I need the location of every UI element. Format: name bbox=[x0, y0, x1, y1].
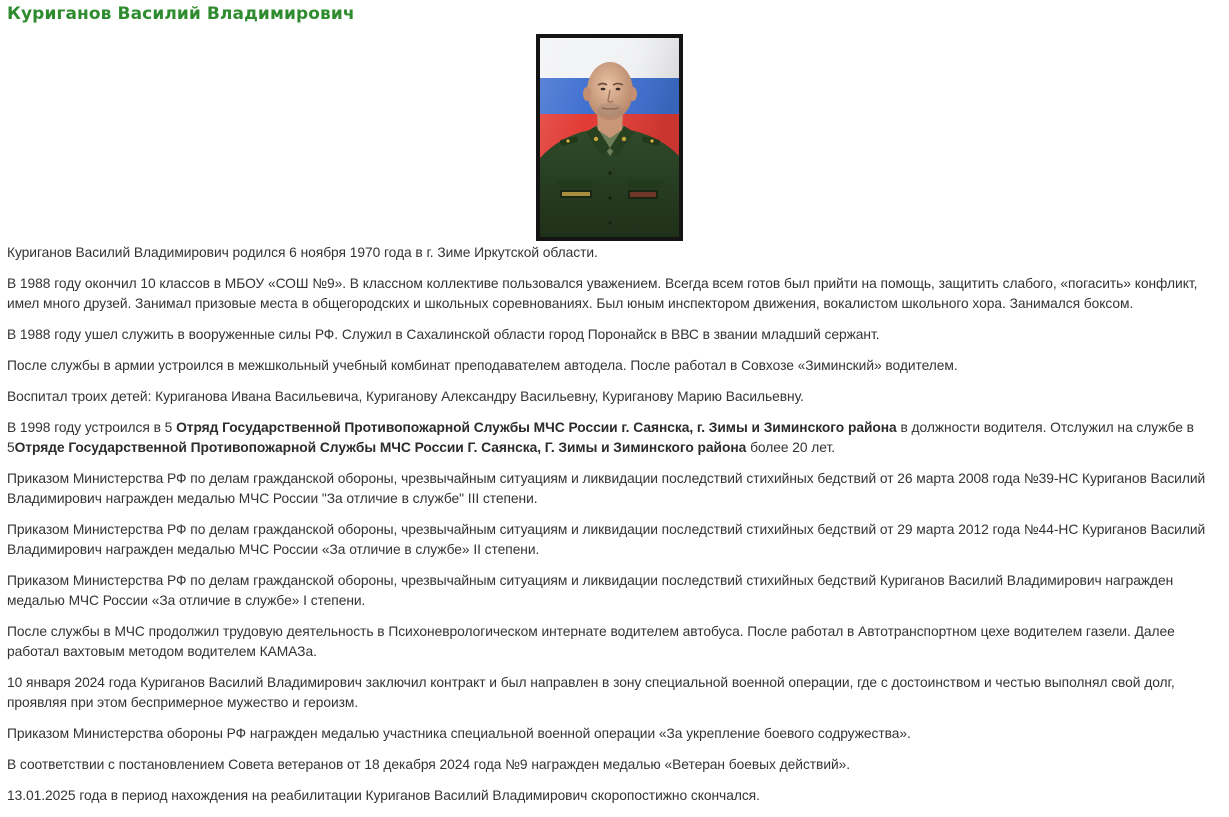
bio-paragraph: После службы в МЧС продолжил трудовую деятельность в Психоневрологическом интернате водителем автобуса. После работал в Автотранспортном цехе водителем газели. Далее работал вахтовым методом водителем КАМАЗа. bbox=[7, 624, 1175, 659]
portrait-photo bbox=[536, 34, 683, 241]
fire-service-unit-name: Отряд Государственной Противопожарной Службы МЧС России г. Саянска, г. Зимы и Зиминского района bbox=[176, 420, 897, 435]
bio-paragraph: 10 января 2024 года Куриганов Василий Владимирович заключил контракт и был направлен в зону специальной военной операции, где с достоинством и честью выполнял свой долг, проявляя при этом беспримерное мужество и героизм. bbox=[7, 675, 1175, 710]
bio-paragraph: После службы в армии устроился в межшкольный учебный комбинат преподавателем автодела. После работал в Совхозе «Зиминский» водителем. bbox=[7, 358, 958, 373]
bio-paragraph: 13.01.2025 года в период нахождения на реабилитации Куриганов Василий Владимирович скоропостижно скончался. bbox=[7, 788, 760, 803]
bio-paragraph: Приказом Министерства РФ по делам гражданской обороны, чрезвычайным ситуациям и ликвидации последствий стихийных бедствий от 29 марта 2012 года №44-НС Куриганов Василий Владимирович награжден медалью МЧС России «За отличие в службе» II степени. bbox=[7, 522, 1206, 557]
bio-paragraph: Приказом Министерства обороны РФ награжден медалью участника специальной военной операции «За укрепление боевого содружества». bbox=[7, 726, 911, 741]
bio-paragraph: Куриганов Василий Владимирович родился 6 ноября 1970 года в г. Зиме Иркутской области. bbox=[7, 245, 598, 260]
bio-paragraph: Приказом Министерства РФ по делам гражданской обороны, чрезвычайным ситуациям и ликвидации последствий стихийных бедствий Куриганов Василий Владимирович награжден медалью МЧС России «За отличие в службе» I степени. bbox=[7, 573, 1174, 608]
portrait-image bbox=[540, 38, 679, 237]
fire-service-unit-name: Отряде Государственной Противопожарной Службы МЧС России Г. Саянска, Г. Зимы и Зиминского района bbox=[14, 440, 747, 455]
bio-paragraph: В соответствии с постановлением Совета ветеранов от 18 декабря 2024 года №9 награжден медалью «Ветеран боевых действий». bbox=[7, 757, 851, 772]
bio-paragraph: В 1988 году окончил 10 классов в МБОУ «СОШ №9». В классном коллективе пользовался уважением. Всегда всем готов был прийти на помощь, защитить слабого, «погасить» конфликт, имел много друзей. Занимал призовые места в общегородских и школьных соревнованиях. Был юным инспектором движения, вокалистом школьного хора. Занимался боксом. bbox=[7, 276, 1198, 311]
bio-paragraph: В 1988 году ушел служить в вооруженные силы РФ. Служил в Сахалинской области город Поронайск в ВВС в звании младший сержант. bbox=[7, 327, 880, 342]
bio-text: В 1998 году устроился в 5 bbox=[7, 420, 177, 435]
bio-text: более 20 лет. bbox=[746, 440, 835, 455]
bio-text: в должности водителя. Отслужил на службе в 5 bbox=[7, 420, 1194, 455]
biography bbox=[7, 243, 1229, 817]
article bbox=[7, 0, 1229, 28]
bio-paragraph: Воспитал троих детей: Куриганова Ивана Васильевича, Куриганову Александру Васильевну, Куриганову Марию Васильевну. bbox=[7, 389, 804, 404]
bio-paragraph: Приказом Министерства РФ по делам гражданской обороны, чрезвычайным ситуациям и ликвидации последствий стихийных бедствий от 26 марта 2008 года №39-НС Куриганов Василий Владимирович награжден медалью МЧС России "За отличие в службе" III степени. bbox=[7, 471, 1206, 506]
page-title: Куриганов Василий Владимирович bbox=[7, 4, 355, 24]
bio-paragraph bbox=[7, 418, 1229, 458]
